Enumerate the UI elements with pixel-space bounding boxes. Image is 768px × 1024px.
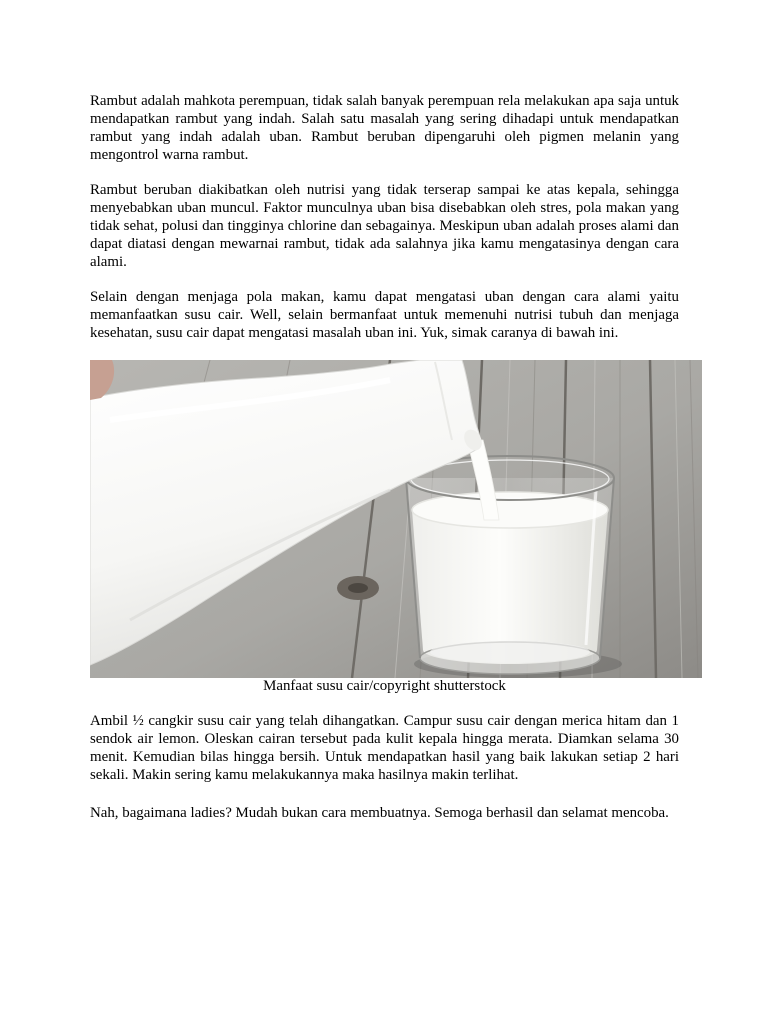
text-line: rambut yang indah adalah uban. Rambut beruban dipengaruhi oleh pigmen melanin yang [90,129,679,146]
paragraph-closing [90,804,679,822]
milk-photo [90,360,702,678]
text-line: mengontrol warna rambut. [90,147,249,164]
text-line: kesehatan, susu cair dapat mengatasi masalah uban ini. Yuk, simak caranya di bawah ini. [90,325,619,342]
text-line: Nah, bagaimana ladies? Mudah bukan cara membuatnya. Semoga berhasil dan selamat mencoba. [90,805,669,821]
text-line: Selain dengan menjaga pola makan, kamu dapat mengatasi uban dengan cara alami yaitu [90,289,679,305]
milk-glass [406,456,614,674]
paragraph-milk-benefit [90,288,679,342]
text-line: dapat diatasi dengan mewarnai rambut, tidak ada salahnya jika kamu mengatasinya dengan cara [90,236,679,253]
text-line: Rambut beruban diakibatkan oleh nutrisi yang tidak terserap sampai ke atas kepala, sehingga [90,182,679,198]
paragraph-instructions [90,712,679,784]
text-line: alami. [90,254,127,271]
figure-caption: Manfaat susu cair/copyright shutterstock [263,678,506,694]
text-line: menyebabkan uban muncul. Faktor munculnya uban bisa disebabkan oleh stres, pola makan yang [90,200,679,217]
paragraph-causes [90,181,679,271]
text-line: menit. Kemudian bilas hingga bersih. Untuk mendapatkan hasil yang baik lakukan setiap 2 hari [90,749,679,766]
text-line: memanfaatkan susu cair. Well, selain bermanfaat untuk memenuhi nutrisi tubuh dan menjaga [90,307,679,324]
text-line: Rambut adalah mahkota perempuan, tidak salah banyak perempuan rela melakukan apa saja untuk [90,93,679,109]
text-line: sekali. Makin sering kamu melakukannya maka hasilnya makin terlihat. [90,767,519,784]
text-line: tidak sehat, polusi dan tingginya chlorine dan sebagainya. Meskipun uban adalah proses alami dan [90,218,679,235]
text-line: mendapatkan rambut yang indah. Salah satu masalah yang sering dihadapi untuk mendapatkan [90,111,679,128]
text-line: sendok air lemon. Oleskan cairan tersebut pada kulit kepala hingga merata. Diamkan selama 30 [90,731,679,748]
paragraph-intro [90,92,679,164]
milk-photo-illustration [90,360,702,678]
text-line: Ambil ½ cangkir susu cair yang telah dihangatkan. Campur susu cair dengan merica hitam dan 1 [90,713,679,729]
